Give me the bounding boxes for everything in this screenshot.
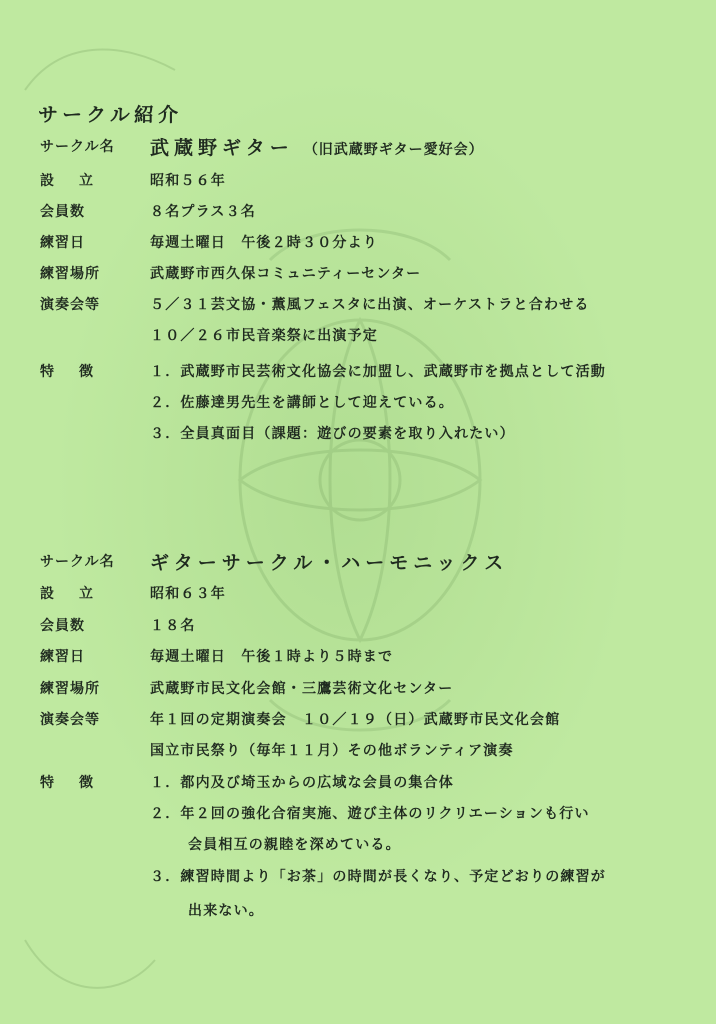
circle2-name: ギターサークル・ハーモニックス [150, 551, 509, 574]
circle2-concert-item: 国立市民祭り（毎年１１月）その他ボランティア演奏 [150, 743, 514, 759]
circle1-practice-place-row [40, 260, 421, 286]
circle2-founded-label-part1: 設 [40, 586, 55, 602]
circle2-practice-day: 毎週土曜日 午後１時より５時まで [150, 649, 394, 665]
circle2-feature-item: 会員相互の親睦を深めている。 [188, 837, 401, 853]
circle1-founded-label [40, 170, 150, 190]
circle1-features-label [40, 361, 150, 381]
circle2-feature-item: ３．練習時間より「お茶」の時間が長くなり、予定どおりの練習が [150, 869, 606, 885]
circle2-members-row [40, 612, 196, 638]
circle2-name-row [40, 548, 508, 574]
circle1-practice-day-label: 練習日 [40, 235, 85, 251]
circle2-concerts-row [40, 706, 560, 732]
circle1-name-text: 武蔵野ギター [150, 136, 294, 159]
circle2-features-label [40, 772, 150, 792]
circle1-name-row [40, 133, 484, 159]
circle1-practice-place: 武蔵野市西久保コミュニティーセンター [150, 266, 422, 282]
circle2-practice-place-row [40, 675, 453, 701]
circle1-features-label-part1: 特 [40, 364, 55, 380]
circle2-members-label: 会員数 [40, 618, 85, 634]
circle2-practice-day-label: 練習日 [40, 649, 85, 665]
circle1-feature-item: ２．佐藤達男先生を講師として迎えている。 [150, 395, 454, 411]
circle2-concerts-label: 演奏会等 [40, 712, 100, 728]
circle1-members-label: 会員数 [40, 204, 85, 220]
circle1-former-name: （旧武蔵野ギター愛好会） [303, 141, 484, 158]
circle2-practice-place-label: 練習場所 [40, 681, 100, 697]
circle1-founded-row [40, 167, 226, 193]
circle1-concerts-row [40, 291, 590, 317]
page-heading: サークル紹介 [38, 104, 183, 126]
circle1-practice-day: 毎週土曜日 午後２時３０分より [150, 235, 378, 251]
circle1-feature-item: ３．全員真面目（課題：遊びの要素を取り入れたい） [150, 426, 515, 442]
circle2-founded-label-part2: 立 [79, 586, 94, 602]
circle1-members: ８名プラス３名 [150, 204, 256, 220]
circle1-founded-label-part1: 設 [40, 173, 55, 189]
circle2-practice-day-row [40, 643, 393, 669]
circle1-features-label-part2: 徴 [79, 364, 94, 380]
circle1-members-row [40, 198, 256, 224]
circle1-name [150, 133, 484, 160]
circle2-features-label-part2: 徴 [79, 775, 94, 791]
circle2-founded: 昭和６３年 [150, 586, 226, 602]
circle1-practice-day-row [40, 229, 378, 255]
circle1-founded: 昭和５６年 [150, 173, 226, 189]
circle2-feature-item: 出来ない。 [188, 903, 264, 919]
circle2-concert-item: 年１回の定期演奏会 １０／１９（日）武蔵野市民文化会館 [150, 712, 561, 728]
circle2-feature-item: １．都内及び埼玉からの広域な会員の集合体 [150, 775, 454, 791]
circle1-features-row [40, 358, 606, 384]
circle1-concert-item: １０／２６市民音楽祭に出演予定 [150, 328, 378, 344]
circle2-practice-place: 武蔵野市民文化会館・三鷹芸術文化センター [150, 681, 454, 697]
circle1-concerts-label: 演奏会等 [40, 297, 100, 313]
circle1-practice-place-label: 練習場所 [40, 266, 100, 282]
corner-ornament-top-left [20, 30, 180, 100]
circle2-feature-item: ２．年２回の強化合宿実施、遊び主体のリクリエーションも行い [150, 806, 590, 822]
circle2-name-label: サークル名 [40, 554, 115, 570]
circle1-feature-item: １．武蔵野市民芸術文化協会に加盟し、武蔵野市を拠点として活動 [150, 364, 606, 380]
circle2-features-row [40, 769, 454, 795]
corner-ornament-bottom-left [20, 930, 160, 1010]
circle1-concert-item: ５／３１芸文協・薫風フェスタに出演、オーケストラと合わせる [150, 297, 590, 313]
circle2-founded-label [40, 583, 150, 603]
circle2-features-label-part1: 特 [40, 775, 55, 791]
circle2-founded-row [40, 580, 226, 606]
circle1-founded-label-part2: 立 [79, 173, 94, 189]
circle1-name-label: サークル名 [40, 139, 115, 155]
circle2-members: １８名 [150, 618, 196, 634]
